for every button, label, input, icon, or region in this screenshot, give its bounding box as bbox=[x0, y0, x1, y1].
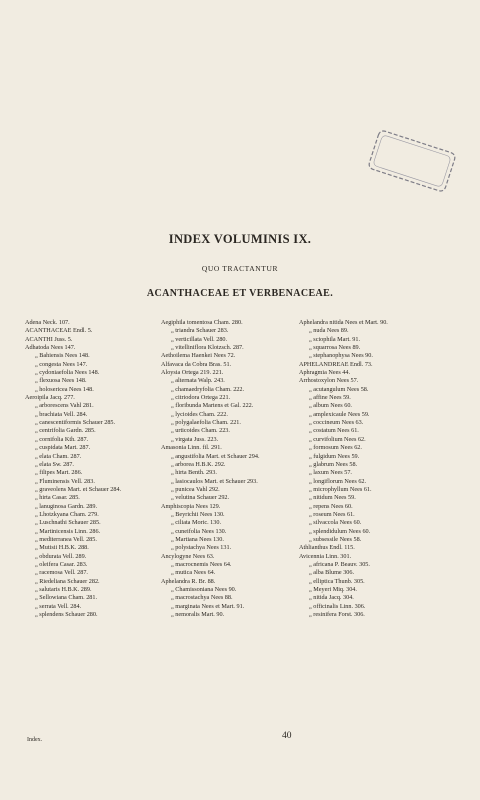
index-entry: „ Lhotzkyana Cham. 279. bbox=[35, 510, 99, 518]
index-entry: Aeroipila Jacq. 277. bbox=[25, 394, 75, 402]
index-entry: Adhatoda Nees 147. bbox=[25, 344, 76, 352]
index-entry: „ ciliata Moric. 130. bbox=[171, 519, 221, 527]
index-entry: „ polygalaefolia Cham. 221. bbox=[171, 419, 241, 427]
index-entry: Aegiphila tomentosa Cham. 280. bbox=[161, 319, 243, 326]
index-entry: „ triandra Schauer 283. bbox=[171, 327, 229, 335]
index-entry: „ cuspidata Mart. 287. bbox=[35, 444, 91, 452]
index-entry: „ arborea H.B.K. 292. bbox=[171, 460, 226, 468]
index-entry: „ velutina Schauer 292. bbox=[171, 494, 230, 502]
index-entry: Ancylogyne Nees 63. bbox=[161, 552, 215, 560]
index-entry: „ coccineum Nees 63. bbox=[309, 419, 364, 427]
index-entry: „ lycioides Cham. 222. bbox=[171, 410, 228, 418]
index-entry: „ Bahiensis Nees 148. bbox=[35, 352, 90, 360]
index-column-3 bbox=[299, 319, 439, 619]
index-entry: „ obdurata Vell. 289. bbox=[35, 552, 87, 560]
index-entry: „ silvaccola Nees 60. bbox=[309, 519, 362, 527]
index-entry: „ lanuginosa Gardn. 289. bbox=[35, 502, 98, 510]
index-entry: „ Riedeliana Schauer 282. bbox=[35, 577, 100, 585]
index-entry: „ mediterranea Vell. 285. bbox=[35, 535, 97, 543]
library-stamp bbox=[361, 124, 463, 198]
index-entry: „ Luschnathi Schauer 285. bbox=[35, 519, 101, 527]
index-entry: „ angustifolia Mart. et Schauer 294. bbox=[171, 452, 260, 460]
index-entry: APHELANDREAE Endl. 73. bbox=[299, 360, 373, 368]
index-entry: „ Mutisii H.B.K. 288. bbox=[35, 544, 89, 552]
index-entry: „ fulgidum Nees 59. bbox=[309, 452, 360, 460]
index-entry: „ nemoralis Mart. 90. bbox=[171, 611, 225, 619]
index-entry: „ macrostachya Nees 88. bbox=[171, 594, 233, 602]
index-entry: „ africana P. Beauv. 305. bbox=[309, 560, 370, 568]
index-entry: „ squarrosa Nees 89. bbox=[309, 344, 361, 352]
index-entry: „ Chamissoniana Nees 90. bbox=[171, 586, 237, 593]
index-entry: „ sciophila Mart. 91. bbox=[309, 335, 361, 343]
index-entry: „ polystachya Nees 131. bbox=[171, 544, 232, 552]
index-entry: „ hirta Benth. 293. bbox=[171, 469, 217, 477]
index-entry: „ acutangulum Nees 58. bbox=[309, 385, 369, 393]
index-entry: Aphelandra R. Br. 88. bbox=[161, 577, 216, 585]
index-entry: Avicennia Linn. 301. bbox=[299, 552, 352, 560]
index-entry: „ nuda Nees 89. bbox=[309, 327, 349, 335]
index-entry: „ splendens Schauer 280. bbox=[35, 611, 98, 619]
index-column-2 bbox=[161, 319, 293, 619]
index-entry: „ Fluminensis Vell. 283. bbox=[35, 477, 95, 485]
index-entry: Adenа Neck. 107. bbox=[25, 319, 70, 326]
index-entry: Aloysia Ortega 219. 221. bbox=[161, 369, 224, 377]
index-entry: „ longiflorum Nees 62. bbox=[309, 477, 367, 485]
index-subtitle: QUO TRACTANTUR bbox=[201, 264, 279, 273]
index-entry: „ verticillata Vell. 280. bbox=[171, 335, 228, 343]
index-entry: „ cornifolia Kth. 287. bbox=[35, 435, 89, 443]
index-entry: „ affine Nees 59. bbox=[309, 394, 351, 402]
index-entry: „ microphyllum Nees 61. bbox=[309, 485, 372, 493]
library-stamp-graphic bbox=[361, 124, 463, 198]
index-entry: „ floribunda Martens et Gal. 222. bbox=[171, 402, 254, 410]
index-entry: „ mutica Nees 64. bbox=[171, 569, 216, 577]
section-title: ACANTHACEAE ET VERBENACEAE. bbox=[146, 288, 334, 299]
index-entry: „ brachiata Vell. 284. bbox=[35, 410, 88, 418]
page-number: 40 bbox=[282, 731, 292, 741]
footer-label: Index. bbox=[27, 737, 43, 743]
index-entry: „ serrata Vell. 284. bbox=[35, 602, 82, 610]
title-block bbox=[0, 232, 480, 299]
index-entry: „ marginata Nees et Mart. 91. bbox=[171, 602, 245, 610]
index-entry: „ chamaedryfolia Cham. 222. bbox=[171, 385, 245, 393]
index-columns bbox=[0, 319, 480, 719]
index-entry: „ cuneifolia Nees 130. bbox=[171, 527, 227, 535]
index-entry: „ salutaris H.B.K. 289. bbox=[35, 586, 92, 593]
index-entry: „ album Nees 60. bbox=[309, 402, 352, 410]
index-entry: „ citriodora Ortega 221. bbox=[171, 394, 231, 402]
index-entry: „ elliptica Thunb. 305. bbox=[309, 577, 365, 585]
index-entry: „ alternata Walp. 243. bbox=[171, 377, 225, 385]
index-entry: Aphragmia Nees 44. bbox=[299, 369, 351, 377]
index-entry: „ elata Sw. 287. bbox=[35, 460, 74, 468]
index-entry: „ racemosa Vell. 287. bbox=[35, 569, 88, 577]
index-entry: ACANTHACEAE Endl. 5. bbox=[25, 327, 93, 335]
index-entry: „ lasiocaulos Mart. et Schauer 293. bbox=[171, 477, 258, 485]
index-entry: „ congesta Nees 147. bbox=[35, 360, 88, 368]
index-entry: „ hirta Casar. 285. bbox=[35, 494, 80, 502]
index-entry: „ nitidum Nees 59. bbox=[309, 494, 356, 502]
index-entry: Arrhostoxylon Nees 57. bbox=[299, 377, 359, 385]
index-entry: „ curvifolium Nees 62. bbox=[309, 435, 366, 443]
index-entry: „ stephanophysa Nees 90. bbox=[309, 352, 373, 360]
index-entry: „ holosericea Nees 148. bbox=[35, 385, 94, 393]
index-entry: Alfavaca da Cobra Bras. 51. bbox=[161, 360, 232, 368]
index-entry: „ macrocnemis Nees 64. bbox=[171, 560, 232, 568]
index-entry: „ Sellowiana Cham. 281. bbox=[35, 594, 98, 602]
index-entry: „ roseum Nees 61. bbox=[309, 510, 355, 518]
index-entry: „ alba Blume 306. bbox=[309, 569, 355, 577]
index-entry: „ canescentiformis Schauer 285. bbox=[35, 419, 116, 427]
index-entry: „ resinifera Forst. 306. bbox=[309, 611, 365, 619]
index-entry: Amasonia Linn. fil. 291. bbox=[161, 444, 222, 452]
index-entry: „ amplexicaule Nees 59. bbox=[309, 410, 370, 418]
index-entry: „ virgata Juss. 223. bbox=[171, 435, 219, 443]
index-entry: „ costatum Nees 61. bbox=[309, 427, 359, 435]
index-entry: „ oleifera Casar. 283. bbox=[35, 560, 88, 568]
index-entry: „ officinalis Linn. 306. bbox=[309, 602, 366, 610]
index-entry: „ urticoides Cham. 223. bbox=[171, 427, 230, 435]
index-entry: „ glabrum Nees 58. bbox=[309, 460, 358, 468]
index-entry: „ formosum Nees 62. bbox=[309, 444, 362, 452]
index-entry: „ graveolens Mart. et Schauer 284. bbox=[35, 485, 122, 493]
index-entry: „ Martinicensis Linn. 286. bbox=[35, 527, 101, 535]
index-entry: „ Beyrichii Nees 130. bbox=[171, 510, 225, 518]
index-entry: Athlianthus Endl. 115. bbox=[299, 544, 355, 552]
index-entry: „ filipes Mart. 286. bbox=[35, 469, 83, 477]
index-entry: „ subsessile Nees 58. bbox=[309, 535, 362, 543]
index-entry: „ Martiana Nees 130. bbox=[171, 535, 224, 543]
index-column-1 bbox=[25, 319, 157, 619]
index-entry: „ repens Nees 60. bbox=[309, 502, 353, 510]
index-title: INDEX VOLUMINIS IX. bbox=[168, 232, 312, 246]
index-entry: „ Meyeri Miq. 304. bbox=[309, 586, 357, 593]
index-entry: „ laxum Nees 57. bbox=[309, 469, 352, 477]
index-entry: „ vitelliniflora Klotzsch. 287. bbox=[171, 344, 244, 352]
index-entry: Amphiscopia Nees 129. bbox=[161, 502, 221, 510]
index-entry: „ elata Cham. 287. bbox=[35, 452, 82, 460]
index-entry: „ punicea Vahl 292. bbox=[171, 485, 220, 493]
index-entry: „ flexuosa Nees 148. bbox=[35, 377, 87, 385]
index-entry: „ arborescens Vahl 281. bbox=[35, 402, 94, 410]
index-entry: ACANTHI Juss. 5. bbox=[25, 335, 73, 343]
index-entry: „ centrifolia Gardn. 285. bbox=[35, 427, 96, 435]
index-entry: Aethoilema Haenkei Nees 72. bbox=[161, 352, 236, 360]
index-entry: „ nitida Jacq. 304. bbox=[309, 594, 354, 602]
index-entry: „ splendidulum Nees 60. bbox=[309, 527, 371, 535]
index-entry: „ cydoniaefolia Nees 148. bbox=[35, 369, 100, 377]
index-entry: Aphelandra nitida Nees et Mart. 90. bbox=[299, 319, 388, 326]
